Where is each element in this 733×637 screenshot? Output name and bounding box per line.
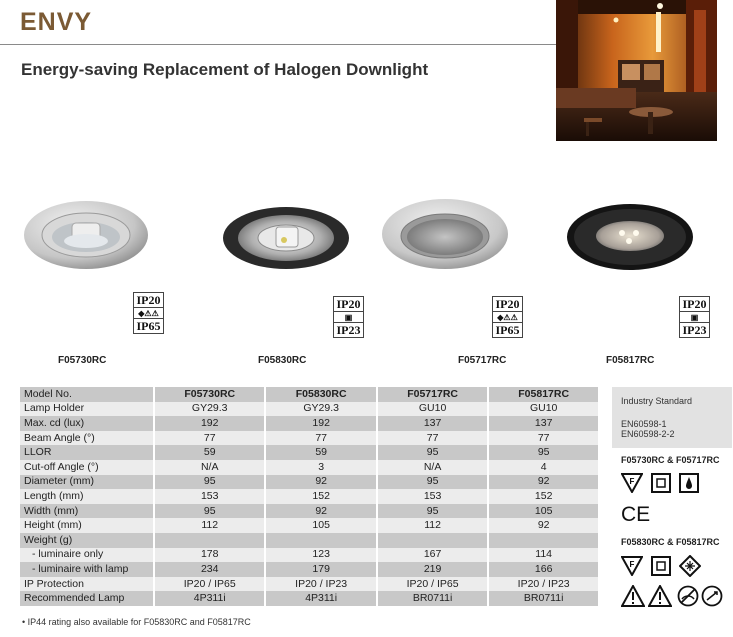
row-label: Weight (g) (20, 533, 154, 548)
table-cell: IP20 / IP65 (154, 577, 265, 592)
table-row (20, 431, 598, 446)
row-label: - luminaire with lamp (20, 562, 154, 577)
table-cell: 92 (265, 504, 376, 519)
ip-rating-secondary: IP65 (136, 319, 161, 333)
table-cell: 4P311i (154, 591, 265, 606)
safety-symbols: ◆⚠⚠ (134, 308, 163, 319)
product-code-f05830rc: F05830RC (258, 355, 307, 366)
table-cell: 179 (265, 562, 376, 577)
warning-triangle-icon (648, 585, 672, 607)
table-cell: 4 (488, 460, 598, 475)
table-row (20, 416, 598, 431)
table-cell (154, 533, 265, 548)
table-header-cell: F05730RC (154, 387, 265, 402)
table-cell: N/A (377, 460, 488, 475)
table-cell: 219 (377, 562, 488, 577)
table-row (20, 591, 598, 606)
table-cell: 166 (488, 562, 598, 577)
table-cell: 92 (265, 475, 376, 490)
ce-mark-icon (621, 502, 651, 524)
header-rule (0, 44, 556, 45)
table-cell: 178 (154, 548, 265, 563)
ip-rating-secondary: IP23 (336, 323, 361, 337)
table-cell: 95 (154, 475, 265, 490)
table-row (20, 475, 598, 490)
table-cell: IP20 / IP65 (377, 577, 488, 592)
drip-proof-icon (679, 473, 699, 493)
table-row (20, 504, 598, 519)
table-cell: 77 (265, 431, 376, 446)
table-row (20, 445, 598, 460)
table-cell: 112 (154, 518, 265, 533)
class-ii-icon (651, 556, 671, 576)
table-row (20, 402, 598, 417)
ip-rating-primary: IP20 (134, 293, 163, 308)
ip-rating-badge-f05817rc (679, 296, 710, 338)
table-cell: 152 (265, 489, 376, 504)
restaurant-photo (556, 0, 717, 141)
table-cell: 153 (377, 489, 488, 504)
row-label: Beam Angle (°) (20, 431, 154, 446)
table-cell: 137 (488, 416, 598, 431)
table-cell (488, 533, 598, 548)
table-cell: 114 (488, 548, 598, 563)
table-cell: 92 (488, 475, 598, 490)
table-cell: GU10 (377, 402, 488, 417)
industry-standard-title: Industry Standard (621, 396, 693, 406)
table-cell: 95 (377, 475, 488, 490)
row-label: Recommended Lamp (20, 591, 154, 606)
table-cell: 123 (265, 548, 376, 563)
table-cell: 112 (377, 518, 488, 533)
row-label: Max. cd (lux) (20, 416, 154, 431)
table-cell: IP20 / IP23 (488, 577, 598, 592)
table-row (20, 460, 598, 475)
row-label: - luminaire only (20, 548, 154, 563)
standard-item: EN60598-2-2 (621, 429, 675, 439)
table-cell: 95 (154, 504, 265, 519)
table-cell (377, 533, 488, 548)
table-cell: 92 (488, 518, 598, 533)
cert-group-title: F05730RC & F05717RC (621, 455, 720, 465)
f-mark-icon (621, 473, 643, 493)
table-header-cell: F05817RC (488, 387, 598, 402)
table-cell: 4P311i (265, 591, 376, 606)
ip-rating-primary: IP20 (334, 297, 363, 312)
table-cell: N/A (154, 460, 265, 475)
svg-text:F: F (629, 560, 635, 569)
table-cell: 192 (154, 416, 265, 431)
table-cell: 59 (154, 445, 265, 460)
ip-rating-badge-f05830rc (333, 296, 364, 338)
cert-group-title: F05830RC & F05817RC (621, 537, 720, 547)
grid-diamond-icon (679, 555, 701, 577)
table-header-row (20, 387, 598, 402)
table-cell: GY29.3 (265, 402, 376, 417)
brand-title: ENVY (20, 8, 93, 36)
product-image-f05730rc (22, 195, 150, 271)
row-label: Diameter (mm) (20, 475, 154, 490)
svg-text:CE: CE (621, 503, 651, 524)
table-cell: BR0711i (488, 591, 598, 606)
table-cell: BR0711i (377, 591, 488, 606)
table-cell: 95 (377, 504, 488, 519)
table-cell: 153 (154, 489, 265, 504)
table-cell: 77 (377, 431, 488, 446)
table-cell: GY29.3 (154, 402, 265, 417)
product-image-f05817rc (566, 203, 694, 271)
class-ii-icon (651, 473, 671, 493)
table-row (20, 518, 598, 533)
table-cell: 95 (488, 445, 598, 460)
row-label: Height (mm) (20, 518, 154, 533)
safety-symbols: ◆⚠⚠ (493, 312, 522, 323)
class-symbol: ▣ (334, 312, 363, 323)
table-cell: 59 (265, 445, 376, 460)
table-row (20, 548, 598, 563)
page-subtitle: Energy-saving Replacement of Halogen Downlight (21, 60, 429, 79)
ip-rating-secondary: IP23 (682, 323, 707, 337)
table-cell: 167 (377, 548, 488, 563)
table-row (20, 562, 598, 577)
ip-rating-secondary: IP65 (495, 323, 520, 337)
hot-surface-distance-icon (701, 585, 723, 607)
table-cell: 77 (488, 431, 598, 446)
row-label: IP Protection (20, 577, 154, 592)
table-header-cell: F05830RC (265, 387, 376, 402)
table-cell: 105 (265, 518, 376, 533)
svg-text:F: F (629, 477, 635, 486)
product-code-f05730rc: F05730RC (58, 355, 107, 366)
warning-triangle-icon (621, 585, 645, 607)
product-code-f05817rc: F05817RC (606, 355, 655, 366)
row-label: Cut-off Angle (°) (20, 460, 154, 475)
table-cell: 105 (488, 504, 598, 519)
no-cover-insulation-icon (677, 585, 699, 607)
table-header-cell: F05717RC (377, 387, 488, 402)
table-cell: 95 (377, 445, 488, 460)
table-cell: 192 (265, 416, 376, 431)
ip-rating-badge-f05730rc (133, 292, 164, 334)
standard-item: EN60598-1 (621, 419, 667, 429)
row-label: Length (mm) (20, 489, 154, 504)
footnote: • IP44 rating also available for F05830RC and F05817RC (22, 617, 251, 627)
f-mark-icon (621, 556, 643, 576)
product-code-f05717rc: F05717RC (458, 355, 507, 366)
ip-rating-primary: IP20 (493, 297, 522, 312)
table-cell: 234 (154, 562, 265, 577)
table-cell: GU10 (488, 402, 598, 417)
table-row (20, 533, 598, 548)
ip-rating-primary: IP20 (680, 297, 709, 312)
product-image-f05830rc (222, 205, 350, 271)
table-cell (265, 533, 376, 548)
table-cell: IP20 / IP23 (265, 577, 376, 592)
table-cell: 137 (377, 416, 488, 431)
table-cell: 152 (488, 489, 598, 504)
table-cell: 77 (154, 431, 265, 446)
specification-table (20, 387, 598, 606)
table-row (20, 489, 598, 504)
row-label: Lamp Holder (20, 402, 154, 417)
table-row (20, 577, 598, 592)
table-cell: 3 (265, 460, 376, 475)
table-header-label: Model No. (20, 387, 154, 402)
product-image-f05717rc (380, 196, 510, 272)
row-label: LLOR (20, 445, 154, 460)
row-label: Width (mm) (20, 504, 154, 519)
class-symbol: ▣ (680, 312, 709, 323)
ip-rating-badge-f05717rc (492, 296, 523, 338)
